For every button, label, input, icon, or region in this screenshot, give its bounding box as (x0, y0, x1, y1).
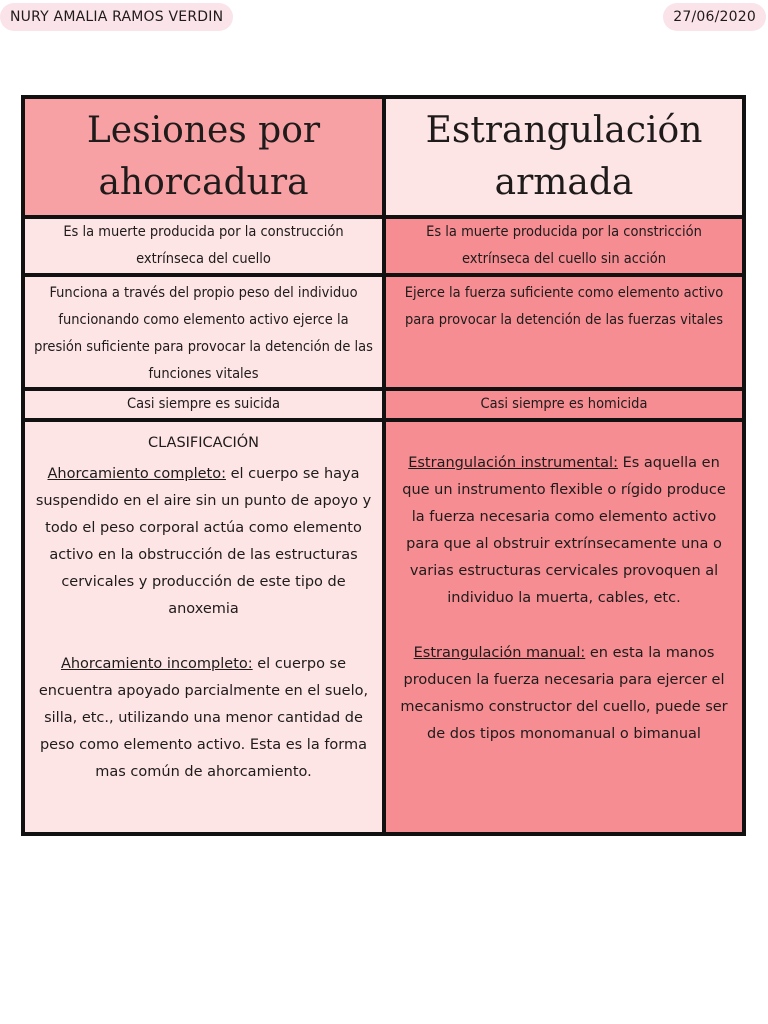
complete-hanging-paragraph (33, 461, 374, 623)
complete-hanging-text: el cuerpo se haya suspendido en el aire sin un punto de apoyo y todo el peso corporal actúa como elemento activo en la obstrucción de las estructuras cervicales y producción de este tipo de anoxemia (35, 466, 372, 617)
right-title-line1: Estrangulación (425, 110, 703, 151)
right-title-line2: armada (494, 162, 634, 203)
left-title-line1: Lesiones por (86, 110, 321, 151)
complete-hanging-label: Ahorcamiento completo: (47, 466, 226, 482)
incomplete-hanging-text: el cuerpo se encuentra apoyado parcialmente en el suelo, silla, etc., utilizando una menor cantidad de peso como elemento activo. Esta es la forma mas común de ahorcamiento. (38, 656, 369, 780)
date-label: 27/06/2020 (663, 3, 766, 31)
instrumental-text: Es aquella en que un instrumento flexible o rígido produce la fuerza necesaria como elemento activo para que al obstruir extrínsecamente una o varias estructuras cervicales provoquen al individuo la muerta, cables, etc. (402, 455, 726, 606)
instrumental-paragraph (394, 450, 734, 612)
right-mechanism: Ejerce la fuerza suficiente como elemento activo para provocar la detención de las fuerzas vitales (386, 277, 742, 387)
left-title-line2: ahorcadura (98, 162, 309, 203)
left-intent: Casi siempre es suicida (25, 391, 382, 418)
manual-label: Estrangulación manual: (413, 645, 586, 661)
left-classification (25, 422, 382, 832)
incomplete-hanging-paragraph (33, 651, 374, 786)
right-classification (386, 422, 742, 832)
manual-text: en esta la manos producen la fuerza necesaria para ejercer el mecanismo constructor del cuello, puede ser de dos tipos monomanual o bimanual (400, 645, 728, 742)
right-title-cell (386, 99, 742, 215)
left-definition: Es la muerte producida por la construcción extrínseca del cuello (25, 219, 382, 273)
author-name: NURY AMALIA RAMOS VERDIN (0, 3, 233, 31)
right-definition: Es la muerte producida por la constricción extrínseca del cuello sin acción (386, 219, 742, 273)
incomplete-hanging-label: Ahorcamiento incompleto: (60, 656, 253, 672)
left-title-cell (25, 99, 382, 215)
right-intent: Casi siempre es homicida (386, 391, 742, 418)
left-mechanism: Funciona a través del propio peso del individuo funcionando como elemento activo ejerce la presión suficiente para provocar la detención de las funciones vitales (25, 277, 382, 387)
comparison-table (21, 95, 746, 836)
manual-paragraph (394, 640, 734, 748)
instrumental-label: Estrangulación instrumental: (408, 455, 618, 471)
classification-heading: CLASIFICACIÓN (147, 435, 259, 451)
